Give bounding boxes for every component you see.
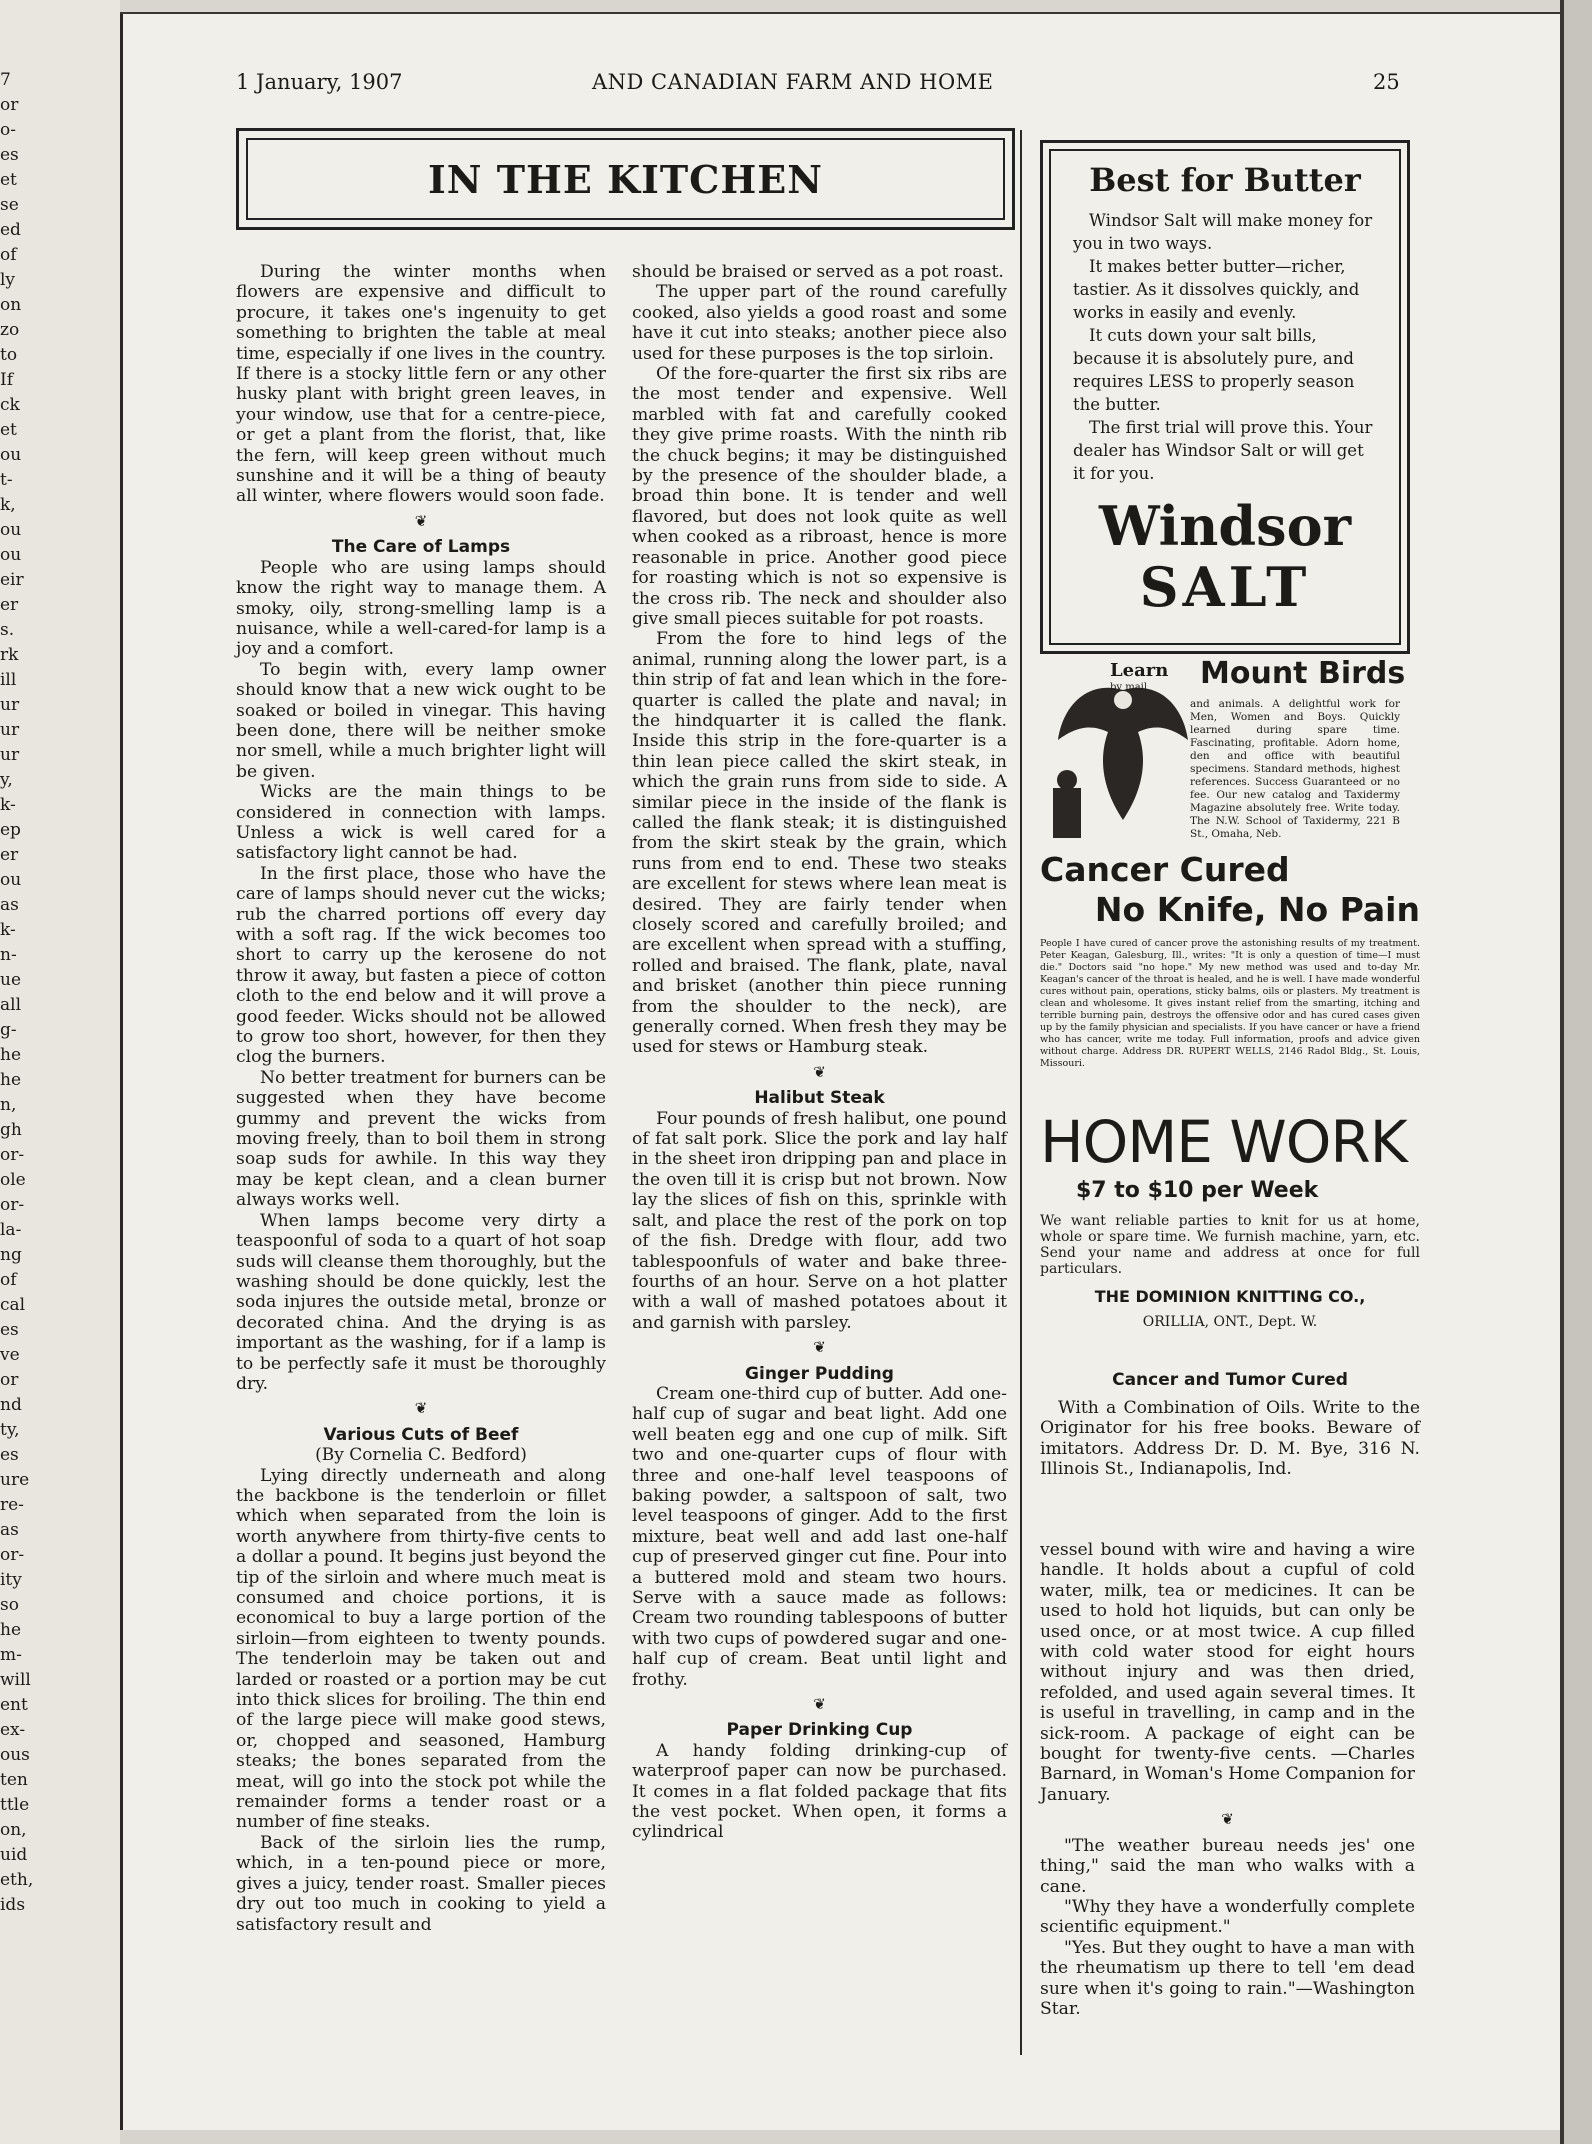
brand-name: Windsor [1098, 494, 1352, 558]
ad-title: Mount Birds [1200, 656, 1406, 691]
learn-label: Learn [1110, 660, 1169, 681]
beef-paragraph: Of the fore-quarter the first six ribs are the most tender and expensive. Well marbled with fat and carefully cooked they give prime roasts. With the ninth rib the chuck begins; it may be distinguished by the presence of the shoulder blade, a broad thin bone. It is tender and well flavored, but does not look quite as well when cooked as a ribroast, hence is more reasonable in price. Another good piece for roasting which is not so expensive is the cross rib. The neck and shoulder also give small pieces suitable for pot roasts. [632, 364, 1007, 629]
right-scan-edge [1560, 0, 1592, 2144]
beef-paragraph: Back of the sirloin lies the rump, which, in a ten-pound piece or more, gives a juicy, tender roast. Smaller pieces dry out too much in cooking to yield a satisfactory result and [236, 1832, 606, 1935]
adjacent-page-edge [0, 0, 123, 2144]
ornament: ❦ [414, 1399, 428, 1418]
adjacent-page-fragment: as [0, 1520, 19, 1540]
beef-byline: (By Cornelia C. Bedford) [315, 1445, 527, 1466]
joke-paragraph: "Yes. But they ought to have a man with the rheumatism up there to tell 'em dead sure when it's going to rain."—Washington Star. [1040, 1937, 1415, 2019]
adjacent-page-fragment: will [0, 1670, 31, 1690]
adjacent-page-fragment: k- [0, 920, 16, 940]
windsor-salt-ad [1040, 140, 1410, 654]
adjacent-page-fragment: uid [0, 1845, 28, 1865]
adjacent-page-fragment: ur [0, 695, 20, 715]
adjacent-page-fragment: or- [0, 1145, 25, 1165]
ad-title: Cancer and Tumor Cured [1112, 1370, 1348, 1390]
intro-paragraph: During the winter months when flowers are expensive and difficult to procure, it takes one's ingenuity to get something to brighten the table at meal time, especially if one lives in the country. If there is a stocky little fern or any other husky plant with bright green leaves, in your window, use that for a centre-piece, or get a plant from the florist, that, like the fern, will keep green without much sunshine and it will be a thing of beauty all winter, where flowers would soon fade. [236, 262, 606, 507]
adjacent-page-fragment: ty, [0, 1420, 20, 1440]
ginger-paragraph: Cream one-third cup of butter. Add one-half cup of sugar and beat light. Add one well beaten egg and one cup of milk. Sift two and one-quarter cups of flour with three and one-half level teaspoons of baking powder, a saltspoon of salt, two level teaspoons of ginger. Add to the first mixture, beat well and add last one-half cup of preserved ginger cut fine. Pour into a buttered mold and steam two hours. Serve with a sauce made as follows: Cream two rounding tablespoons of butter with two cups of powdered sugar and one-half cup of cream. Beat until light and frothy. [632, 1383, 1007, 1690]
adjacent-page-fragment: re- [0, 1495, 24, 1515]
adjacent-page-fragment: ttle [0, 1795, 30, 1815]
column-1 [236, 262, 606, 1935]
ornament: ❦ [813, 1695, 826, 1714]
halibut-heading: Halibut Steak [754, 1088, 885, 1109]
adjacent-page-fragment: es [0, 145, 19, 165]
adjacent-page-fragment: er [0, 595, 19, 615]
ad-subtitle: No Knife, No Pain [1094, 890, 1420, 929]
adjacent-page-fragment: k, [0, 495, 16, 515]
adjacent-page-fragment: nd [0, 1395, 22, 1415]
adjacent-page-fragment: et [0, 170, 17, 190]
adjacent-page-fragment: to [0, 345, 18, 365]
home-work-ad [1040, 1110, 1420, 1340]
wage-line: $7 to $10 per Week [1076, 1178, 1319, 1203]
adjacent-page-fragment: gh [0, 1120, 22, 1140]
brand-product: SALT [1139, 555, 1311, 619]
top-scan-edge [120, 0, 1560, 14]
ad-body: We want reliable parties to knit for us at home, whole or spare time. We furnish machine, yarn, etc. Send your name and address at once for full particulars. [1040, 1213, 1420, 1277]
adjacent-page-fragment: cal [0, 1295, 26, 1315]
adjacent-page-fragment: he [0, 1045, 22, 1065]
adjacent-page-fragment: ck [0, 395, 20, 415]
adjacent-page-fragment: ten [0, 1770, 28, 1790]
company-name: THE DOMINION KNITTING CO., [1094, 1287, 1366, 1306]
beef-paragraph: should be braised or served as a pot roast. [632, 262, 1004, 282]
adjacent-page-fragment: or [0, 95, 19, 115]
adjacent-page-fragment: es [0, 1320, 19, 1340]
publication-title: AND CANADIAN FARM AND HOME [592, 70, 994, 94]
ornament: ❦ [813, 1062, 826, 1081]
adjacent-page-fragment: as [0, 895, 19, 915]
adjacent-page-fragment: ou [0, 445, 22, 465]
adjacent-page-fragment: or [0, 1370, 19, 1390]
cup-paragraph: A handy folding drinking-cup of waterproof paper can now be purchased. It comes in a flat folded package that fits the vest pocket. When open, it forms a cylindrical [632, 1740, 1007, 1843]
cup-heading: Paper Drinking Cup [726, 1720, 913, 1741]
adjacent-page-fragment: ity [0, 1570, 22, 1590]
beef-paragraph: The upper part of the round carefully cooked, also yields a good roast and some have it cut into steaks; another piece also used for these purposes is the top sirloin. [632, 282, 1007, 364]
adjacent-page-fragment: ent [0, 1695, 28, 1715]
ad-paragraph: Windsor Salt will make money for you in two ways. [1073, 211, 1373, 253]
adjacent-page-fragment: so [0, 1595, 19, 1615]
adjacent-page-fragment: he [0, 1620, 22, 1640]
ad-paragraph: The first trial will prove this. Your dealer has Windsor Salt or will get it for you. [1073, 418, 1373, 483]
ad-body: People I have cured of cancer prove the astonishing results of my treatment. Peter Keagan, Galesburg, Ill., writes: "It is only a question of time—I must die." Doctors said "no hope." My new method was used and to-day Mr. Keagan's cancer of the throat is healed, and he is well. I have made wonderful cures without pain, operations, sticky balms, oils or plasters. My treatment is clean and wholesome. It gives instant relief from the smarting, itching and terrible burning pain, destroys the offensive odor and has cured cases given up by the family physician and specialists. If you have cancer or have a friend who has cancer, write me today. Full information, proofs and advice given without charge. Address DR. RUPERT WELLS, 2146 Radol Bldg., St. Louis, Missouri. [1040, 938, 1420, 1069]
adjacent-page-fragment: y, [0, 770, 13, 790]
beef-paragraph: Lying directly underneath and along the backbone is the tenderloin or fillet which when separated from the loin is worth anywhere from thirty-five cents to a dollar a pound. It begins just beyond the tip of the sirloin and where much meat is consumed and choice portions, it is economical to buy a large portion of the sirloin—from eighteen to twenty pounds. The tenderloin may be taken out and larded or roasted or a portion may be cut into thick slices for broiling. The thin end of the large piece will make good stews, or, chopped and seasoned, Hamburg steaks; the bones separated from the meat, will go into the stock pot while the remainder forms a tender roast or a number of fine steaks. [236, 1465, 606, 1833]
issue-date: 1 January, 1907 [236, 70, 403, 94]
adjacent-page-fragment: ou [0, 870, 22, 890]
adjacent-page-fragment: m- [0, 1645, 22, 1665]
adjacent-page-fragment: rk [0, 645, 19, 665]
lamps-paragraph: When lamps become very dirty a teaspoonful of soda to a quart of hot soap suds will cleanse them thoroughly, but the washing should be done quickly, lest the soda injures the outside metal, bronze or decorated china. And the drying is as important as the washing, for if a lamp is to be perfectly safe it must be thoroughly dry. [236, 1210, 606, 1394]
adjacent-page-fragment: ous [0, 1745, 30, 1765]
adjacent-page-fragment: ids [0, 1895, 26, 1915]
column-divider [1020, 130, 1022, 2055]
ornament: ❦ [414, 511, 428, 530]
adjacent-page-fragment: ou [0, 545, 22, 565]
ad-paragraph: It cuts down your salt bills, because it is absolutely pure, and requires LESS to properly season the butter. [1073, 326, 1355, 414]
section-title-box [236, 128, 1015, 230]
adjacent-page-fragment: o- [0, 120, 16, 140]
adjacent-page-fragment: ou [0, 520, 22, 540]
beef-paragraph: From the fore to hind legs of the animal, running along the lower part, is a thin strip of fat and lean which in the fore-quarter is called the plate and naval; in the hindquarter it is called the flank. Inside this strip in the fore-quarter is a thin lean piece called the skirt steak, in which the grain runs from side to side. A similar piece in the inside of the flank is called the flank steak; it is distinguished from the skirt steak by the grain, which runs from end to end. These two steaks are excellent for stews where lean meat is desired. They are fairly tender when closely scored and carefully broiled; and are excellent when spread with a stuffing, rolled and braised. The flank, plate, naval and brisket (another thin piece running from the shoulder to the neck), are generally corned. When fresh they may be used for stews or Hamburg steak. [632, 629, 1007, 1058]
ad-title: Cancer Cured [1040, 850, 1290, 889]
adjacent-page-fragment: ure [0, 1470, 30, 1490]
adjacent-page-fragment: he [0, 1070, 22, 1090]
adjacent-page-fragment: ue [0, 970, 22, 990]
adjacent-page-fragment: t- [0, 470, 13, 490]
adjacent-page-fragment: ve [0, 1345, 20, 1365]
adjacent-page-fragment: n- [0, 945, 17, 965]
adjacent-page-fragment: on [0, 295, 22, 315]
by-mail-label: by mail [1110, 682, 1148, 693]
ornament: ❦ [813, 1338, 826, 1357]
ad-body [1051, 199, 1399, 485]
lamps-paragraph: Wicks are the main things to be considered in connection with lamps. Unless a wick is well cared for a satisfactory light cannot be had. [236, 782, 606, 864]
adjacent-page-fragment: 7 [0, 70, 11, 90]
taxidermy-ad [1040, 656, 1420, 846]
lamps-paragraph: In the first place, those who have the care of lamps should never cut the wicks; rub the charred portions off every day with a soft rag. If the wick becomes too short to carry up the kerosene do not throw it away, but fasten a piece of cotton cloth to the end below and it will prove a good feeder. Wicks should not be allowed to grow too short, however, for then they clog the burners. [236, 863, 606, 1068]
page-number: 25 [1373, 70, 1400, 94]
lamps-paragraph: No better treatment for burners can be suggested when they have become gummy and prevent the wicks from moving freely, than to boil them in strong soap suds for awhile. In this way they may be kept clean, and a clean burner always works well. [236, 1067, 606, 1211]
adjacent-page-fragment: or- [0, 1195, 25, 1215]
adjacent-page-fragment: ng [0, 1245, 22, 1265]
section-title: IN THE KITCHEN [427, 156, 824, 202]
cancer-cure-ad [1040, 850, 1420, 1100]
eagle-illustration-icon [1048, 670, 1198, 840]
adjacent-page-fragment: eth, [0, 1870, 34, 1890]
adjacent-page-fragment: ole [0, 1170, 26, 1190]
adjacent-page-fragment: ed [0, 220, 21, 240]
tumor-cure-ad [1040, 1370, 1420, 1540]
adjacent-page-fragment: of [0, 245, 17, 265]
halibut-paragraph: Four pounds of fresh halibut, one pound of fat salt pork. Slice the pork and lay half in the sheet iron dripping pan and place in the oven till it is crisp but not brown. Now lay the slices of fish on this, sprinkle with salt, and place the rest of the pork on top of the fish. Dredge with flour, add two tablespoonfuls of water and bake three-fourths of an hour. Serve on a hot platter with a wall of mashed potatoes about it and garnish with parsley. [632, 1108, 1007, 1333]
ad-body: With a Combination of Oils. Write to the Originator for his free books. Beware of imitators. Address Dr. D. M. Bye, 316 N. Illinois St., Indianapolis, Ind. [1040, 1398, 1420, 1480]
adjacent-page-fragment: er [0, 845, 19, 865]
ginger-heading: Ginger Pudding [745, 1363, 894, 1384]
adjacent-page-fragment: ly [0, 270, 16, 290]
adjacent-page-fragment: or- [0, 1545, 25, 1565]
adjacent-page-fragment: se [0, 195, 19, 215]
adjacent-page-fragment: of [0, 1270, 17, 1290]
column-2 [632, 262, 1007, 1843]
adjacent-page-fragment: la- [0, 1220, 22, 1240]
adjacent-page-fragment: g- [0, 1020, 17, 1040]
adjacent-page-fragment: on, [0, 1820, 27, 1840]
bottom-scan-edge [120, 2130, 1560, 2144]
joke-paragraph: "The weather bureau needs jes' one thing," said the man who walks with a cane. [1040, 1835, 1415, 1897]
adjacent-page-fragment: s. [0, 620, 15, 640]
adjacent-page-fragment: n, [0, 1095, 17, 1115]
adjacent-page-fragment: k- [0, 795, 16, 815]
lamps-heading: The Care of Lamps [331, 537, 511, 558]
ad-title: HOME WORK [1040, 1108, 1407, 1176]
company-address: ORILLIA, ONT., Dept. W. [1142, 1314, 1318, 1330]
joke-paragraph: "Why they have a wonderfully complete scientific equipment." [1040, 1896, 1415, 1938]
adjacent-page-fragment: ur [0, 720, 20, 740]
ad-body: and animals. A delightful work for Men, Women and Boys. Quickly learned during spare time. Fascinating, profitable. Adorn home, den and office with beautiful specimens. Standard methods, highest references. Success Guaranteed or no fee. Our new catalog and Taxidermy Magazine absolutely free. Write today. The N.W. School of Taxidermy, 221 B St., Omaha, Neb. [1190, 698, 1400, 840]
ad-title: Best for Butter [1089, 161, 1361, 199]
ad-paragraph: It makes better butter—richer, tastier. As it dissolves quickly, and works in easily and evenly. [1073, 257, 1360, 322]
adjacent-page-fragment: ex- [0, 1720, 26, 1740]
ornament: ❦ [1221, 1810, 1234, 1829]
adjacent-page-fragment: ep [0, 820, 21, 840]
lamps-paragraph: To begin with, every lamp owner should know that a new wick ought to be soaked or boiled in vinegar. This having been done, there will be neither smoke nor smell, while a much brighter light will be given. [236, 659, 606, 782]
column-3 [1040, 1540, 1415, 2019]
adjacent-page-fragment: all [0, 995, 22, 1015]
adjacent-page-fragment: zo [0, 320, 20, 340]
lamps-paragraph: People who are using lamps should know the right way to manage them. A smoky, oily, strong-smelling lamp is a nuisance, while a well-cared-for lamp is a joy and a comfort. [236, 557, 606, 660]
adjacent-page-fragment: et [0, 420, 17, 440]
adjacent-page-fragment: ill [0, 670, 17, 690]
cup-paragraph: vessel bound with wire and having a wire handle. It holds about a cupful of cold water, milk, tea or medicines. It can be used to hold hot liquids, but can only be used once, or at most twice. A cup filled with cold water stood for eight hours without injury and was then dried, refolded, and used again several times. It is useful in travelling, in camp and in the sick-room. A package of eight can be bought for twenty-five cents. —Charles Barnard, in Woman's Home Companion for January. [1040, 1540, 1415, 1805]
adjacent-page-fragment: If [0, 370, 14, 390]
beef-heading: Various Cuts of Beef [323, 1424, 519, 1445]
adjacent-page-fragment: ur [0, 745, 20, 765]
adjacent-page-fragment: es [0, 1445, 19, 1465]
adjacent-page-fragment: eir [0, 570, 24, 590]
